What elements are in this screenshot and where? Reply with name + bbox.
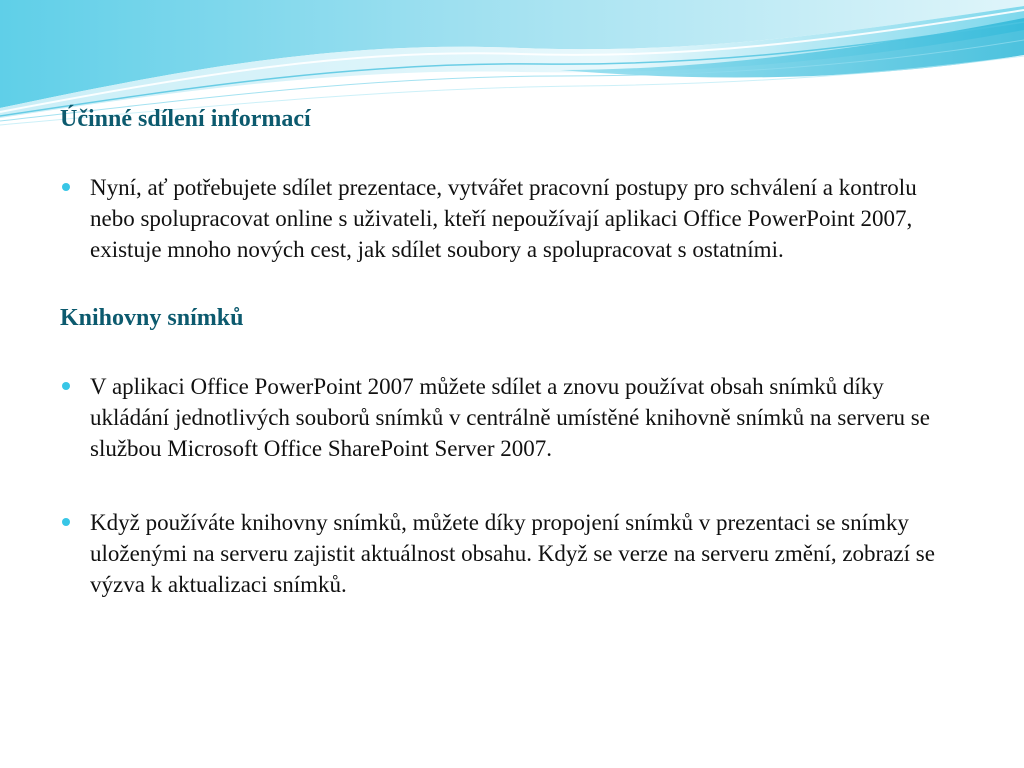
bullet-item bbox=[60, 507, 960, 600]
bullet-item bbox=[60, 371, 960, 464]
bullet-text: V aplikaci Office PowerPoint 2007 můžete sdílet a znovu používat obsah snímků díky ukládání jednotlivých souborů snímků v centrálně umístěné knihovně snímků na serveru se službou Microsoft Office SharePoint Server 2007. bbox=[90, 374, 930, 461]
bullet-text: Nyní, ať potřebujete sdílet prezentace, vytvářet pracovní postupy pro schválení a kontrolu nebo spolupracovat online s uživateli, kteří nepoužívají aplikaci Office PowerPoint 2007, existuje mnoho nových cest, jak sdílet soubory a spolupracovat s ostatními. bbox=[90, 175, 917, 262]
slide-content bbox=[60, 100, 960, 600]
section-heading-slide-libraries: Knihovny snímků bbox=[60, 305, 244, 331]
bullet-dot-icon bbox=[62, 183, 70, 191]
bullet-dot-icon bbox=[62, 518, 70, 526]
bullet-item bbox=[60, 172, 960, 265]
bullet-text: Když používáte knihovny snímků, můžete díky propojení snímků v prezentaci se snímky uloženými na serveru zajistit aktuálnost obsahu. Když se verze na serveru změní, zobrazí se výzva k aktualizaci snímků. bbox=[90, 510, 935, 597]
section-heading-effective-sharing: Účinné sdílení informací bbox=[60, 106, 311, 132]
bullet-dot-icon bbox=[62, 382, 70, 390]
